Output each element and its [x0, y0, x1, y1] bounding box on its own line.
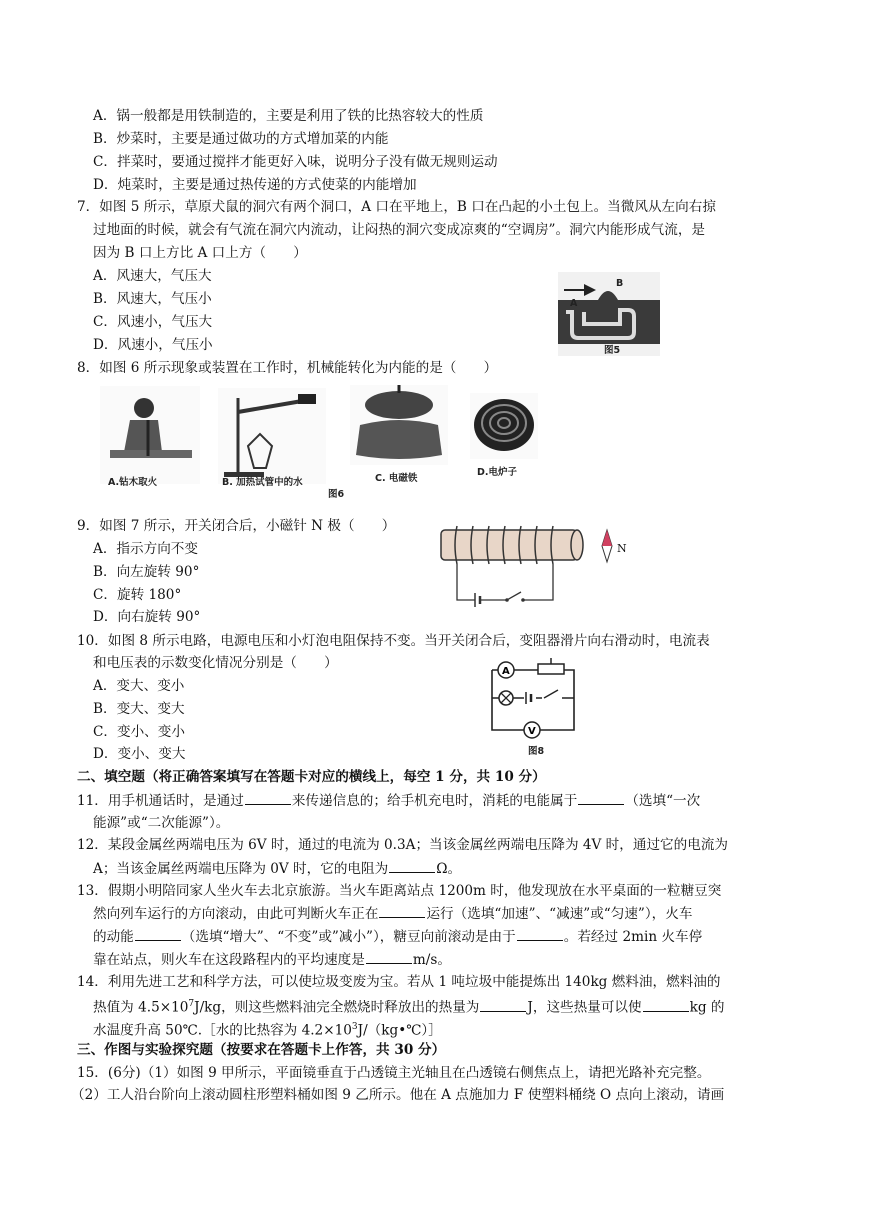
figure-6c-electromagnet-icon [350, 385, 448, 465]
q13-text-5: （选填“增大”、“不变”或”减小”），糖豆向前滚动是由于 [181, 929, 516, 945]
q9-option-c: C．旋转 180° [93, 587, 182, 603]
q6-option-b: B．炒菜时，主要是通过做功的方式增加菜的内能 [93, 131, 389, 147]
figure-6a-caption: A.钻木取火 [108, 477, 158, 488]
q6-option-d: D．炖菜时，主要是通过热传递的方式使菜的内能增加 [93, 177, 417, 193]
q14-text-3b: J/（kg•℃）］ [357, 1022, 442, 1039]
figure-8-voltmeter-label: V [528, 726, 536, 737]
q12-line1: 12．某段金属丝两端电压为 6V 时，通过的电流为 0.3A；当该金属丝两端电压降为 4V 时，通过它的电流为 [77, 837, 729, 853]
figure-8-caption: 图8 [528, 746, 545, 757]
q11-text-2: 来传递信息的；给手机充电时，消耗的电能属于 [291, 793, 578, 809]
figure-5-label-a: A [570, 298, 578, 309]
q14-blank-2[interactable] [643, 997, 689, 1012]
q15-line1: 15．(6分)（1）如图 9 甲所示，平面镜垂直于凸透镜主光轴且在凸透镜右侧焦点上，请把光路补充完整。 [77, 1065, 711, 1081]
q13-text-4: 的动能 [93, 929, 134, 945]
q10-option-c: C．变小、变小 [93, 724, 185, 740]
q13-line1: 13．假期小明陪同家人坐火车去北京旅游。当火车距离站点 1200m 时，他发现放在水平桌面的一粒糖豆突 [77, 883, 722, 899]
q13-line2 [93, 903, 692, 924]
q10-stem-line2: 和电压表的示数变化情况分别是（ ） [93, 655, 338, 671]
q12-text-2: A；当该金属丝两端电压降为 0V 时，它的电阻为 [93, 861, 389, 877]
q13-text-6: 。若经过 2min 火车停 [563, 929, 703, 945]
q10-option-a: A．变大、变小 [93, 678, 185, 694]
q14-line1: 14．利用先进工艺和科学方法，可以使垃圾变废为宝。若从 1 吨垃圾中能提炼出 140kg 燃料油，燃料油的 [77, 974, 721, 990]
q9-option-b: B．向左旋转 90° [93, 564, 200, 580]
q13-line4 [93, 949, 451, 970]
figure-8-ammeter-label: A [502, 666, 510, 677]
section-2-heading: 二、填空题（将正确答案填写在答题卡对应的横线上，每空 1 分，共 10 分） [77, 769, 546, 785]
q14-exponent-2: 3 [351, 1022, 358, 1032]
q6-option-c: C．拌菜时，要通过搅拌才能更好入味，说明分子没有做无规则运动 [93, 154, 498, 170]
section-3-heading: 三、作图与实验探究题（按要求在答题卡上作答，共 30 分） [77, 1042, 446, 1058]
q7-option-b: B．风速大，气压小 [93, 291, 212, 307]
q12-blank-2[interactable] [389, 858, 435, 873]
q11-blank-2[interactable] [578, 790, 624, 805]
figure-7-solenoid [435, 520, 635, 614]
q7-stem-line2: 过地面的时候，就会有气流在洞穴内流动，让闷热的洞穴变成凉爽的“空调房”。洞穴内能形成气流，是 [93, 222, 706, 238]
q9-option-a: A．指示方向不变 [93, 541, 198, 557]
figure-6a-drilling-wood-icon [100, 386, 200, 484]
figure-8-circuit [478, 658, 590, 758]
figure-6b-test-tube-icon [218, 388, 326, 484]
q12-line2 [93, 858, 461, 879]
figure-7-needle-label: N [617, 542, 627, 555]
q13-text-8: m/s。 [412, 952, 451, 968]
q11-text-3: （选填“一次 [625, 793, 701, 809]
q13-blank-1[interactable] [379, 903, 425, 918]
q12-text-3: Ω。 [436, 861, 462, 877]
q14-blank-1[interactable] [480, 997, 526, 1012]
q7-option-a: A．风速大，气压大 [93, 268, 212, 284]
q7-option-c: C．风速小，气压大 [93, 314, 213, 330]
figure-6-caption: 图6 [328, 489, 345, 500]
q13-blank-4[interactable] [366, 949, 412, 964]
q7-stem-line1: 7．如图 5 所示，草原犬鼠的洞穴有两个洞口，A 口在平地上，B 口在凸起的小土包上。当微风从左向右掠 [77, 199, 716, 215]
q15-line2: （2）工人沿台阶向上滚动圆柱形塑料桶如图 9 乙所示。他在 A 点施加力 F 使塑料桶绕 O 点向上滚动，请画 [71, 1087, 725, 1103]
figure-6d-electric-stove-icon [470, 393, 538, 459]
q10-stem-line1: 10．如图 8 所示电路，电源电压和小灯泡电阻保持不变。当开关闭合后，变阻器滑片向右滑动时，电流表 [77, 633, 710, 649]
q11-line2: 能源”或“二次能源”）。 [93, 815, 230, 831]
figure-5-caption: 图5 [604, 345, 621, 356]
q14-text-2b: J/kg，则这些燃料油完全燃烧时释放出的热量为 [194, 999, 480, 1016]
q14-line2 [93, 994, 724, 1018]
q13-blank-2[interactable] [135, 926, 181, 941]
figure-5-burrow [558, 272, 660, 356]
q9-option-d: D．向右旋转 90° [93, 609, 201, 625]
q11-blank-1[interactable] [245, 790, 291, 805]
q13-text-3: 运行（选填“加速”、“减速”或“匀速”），火车 [426, 906, 693, 922]
q14-text-2d: kg 的 [689, 999, 725, 1016]
q10-option-b: B．变大、变大 [93, 701, 185, 717]
q13-blank-3[interactable] [517, 926, 563, 941]
q11-line1 [77, 790, 700, 811]
q13-text-2: 然向列车运行的方向滚动，由此可判断火车正在 [93, 906, 379, 922]
q13-line3 [93, 926, 702, 947]
q14-text-2a: 热值为 4.5×10 [93, 999, 189, 1016]
figure-6b-caption: B. 加热试管中的水 [222, 477, 303, 488]
q14-text-2c: J，这些热量可以使 [527, 999, 642, 1016]
q7-stem-line3: 因为 B 口上方比 A 口上方（ ） [93, 245, 307, 261]
figure-6d-caption: D.电炉子 [477, 467, 517, 478]
q7-option-d: D．风速小，气压小 [93, 337, 213, 353]
q13-text-7: 靠在站点，则火车在这段路程内的平均速度是 [93, 952, 365, 968]
q14-line3 [93, 1017, 442, 1041]
figure-6c-caption: C. 电磁铁 [375, 473, 418, 484]
q14-exponent-1: 7 [188, 999, 195, 1009]
q9-stem: 9．如图 7 所示，开关闭合后，小磁针 N 极（ ） [77, 518, 396, 534]
q8-stem: 8．如图 6 所示现象或装置在工作时，机械能转化为内能的是（ ） [77, 360, 498, 376]
q14-text-3a: 水温度升高 50℃.［水的比热容为 4.2×10 [93, 1022, 352, 1039]
q11-text-1: 11．用手机通话时，是通过 [77, 793, 244, 809]
q6-option-a: A．锅一般都是用铁制造的，主要是利用了铁的比热容较大的性质 [93, 108, 484, 124]
figure-5-label-b: B [616, 278, 624, 289]
q10-option-d: D．变小、变大 [93, 746, 186, 762]
